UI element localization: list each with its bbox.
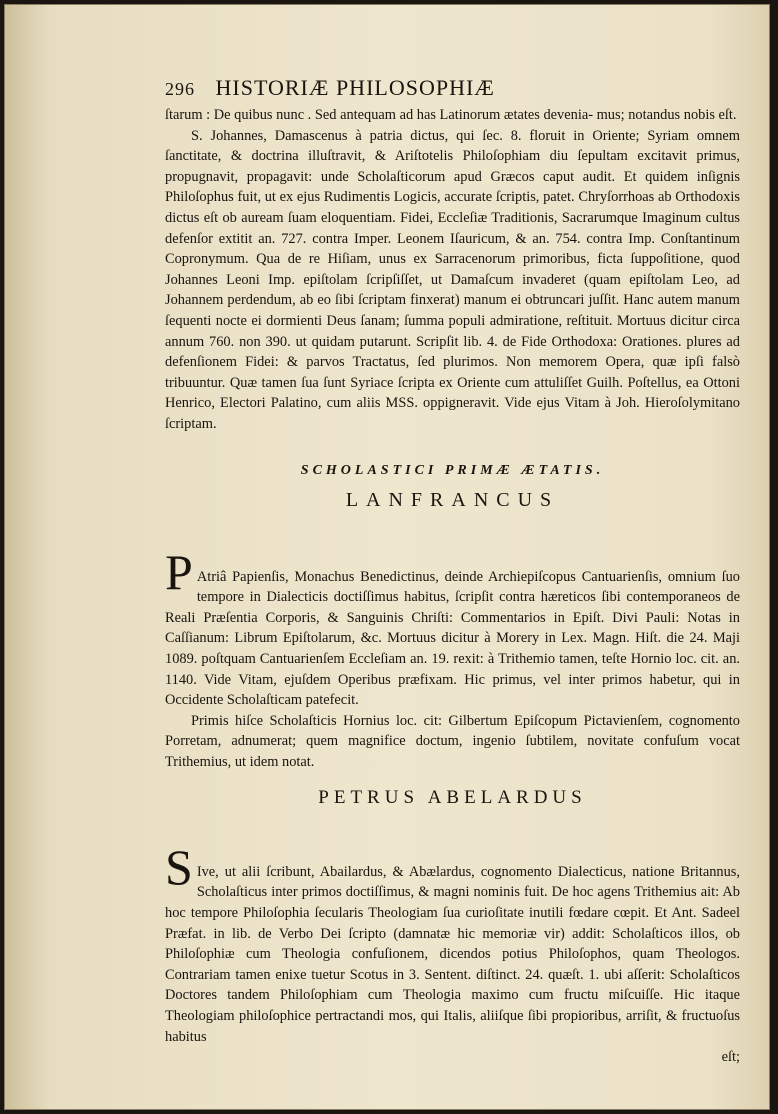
paragraph-abelardus	[165, 821, 740, 1048]
paragraph-damascenus: S. Johannes, Damascenus à patria dictus, qui ſec. 8. floruit in Oriente; Syriam omnem ſanctitate, & doctrina illuſtravit, & Ariſtotelis Philoſophiam diu ſepultam excitavit primus, propugnavit, propagavit: unde Scholaſticorum apud Græcos caput audit. Et quidem inſignis Philoſophus fuit, ut ex ejus Rudimentis Logicis, accurate ſcriptis, patet. Chryſorrhoas ab Orthodoxis dictus eſt ob auream ſuam eloquentiam. Fidei, Eccleſiæ Traditionis, Sacrarumque Imaginum cultus defenſor extitit an. 727. contra Imper. Leonem Iſauricum, & an. 754. contra Imp. Conſtantinum Copronymum. Qua de re Hiſiam, unus ex Sarracenorum primoribus, ficta ſuppoſitione, quod Johannes Leoni Imp. epiſtolam ſcripſiſſet, ut Damaſcum invaderet (quam epiſtolam Leo, ad Johannem perdendum, ab eo ſibi ſcriptam finxerat) manum ei obtruncari juſſit. Hanc autem manum ſequenti nocte ei dormienti Deus ſanam; ſumma populi admiratione, reſtituit. Mortuus dicitur circa annum 760. non 390. ut quidam putarunt. Scripſit lib. 4. de Fide Orthodoxa: Orationes. plures ad defenſionem Fidei: & parvos Tractatus, ſed plurimos. Non memorem Opera, quæ ipſi falsò tribuuntur. Quæ tamen ſua ſunt Syriace ſcripta ex Oriente cum attuliſſet Guilh. Poſtellus, ea Ottoni Henrico, Electori Palatino, cum aliis MSS. oppigneravit. Vide ejus Vitam à Joh. Hieroſolymitano ſcriptam.	[165, 127, 740, 432]
drop-cap-p: P	[165, 544, 193, 601]
catchword: eſt;	[721, 1049, 740, 1066]
drop-cap-s: S	[165, 839, 193, 896]
book-page	[4, 4, 770, 1110]
running-title: HISTORIÆ PHILOSOPHIÆ	[215, 75, 495, 100]
page-number: 296	[165, 79, 195, 99]
paragraph-gilbertus: Primis hiſce Scholaſticis Hornius loc. cit: Gilbertum Epiſcopum Pictavienſem, cognomento Porretam, adnumerat; quem magnifice doctum, ingenio ſubtilem, novitate confuſum vocat Trithemius, ut idem notat.	[165, 712, 740, 771]
section-title: SCHOLASTICI PRIMÆ ÆTATIS.	[300, 462, 605, 478]
paragraph-lanfrancus-text: Atriâ Papienſis, Monachus Benedictinus, deinde Archiepiſcopus Cantuarienſis, omnium ſuo tempore in Dialecticis doctiſſimus habitus, ſcripſit contra hæreticos ſibi contemporaneos de Reali Præſentia Corporis, & Sanguinis Chriſti: Commentarios in Epiſt. Divi Pauli: Notas in Caſſianum: Librum Epiſtolarum, &c. Mortuus dicitur à Morery in Lex. Magn. Hiſt. die 24. Maji 1089. poſtquam Cantuarienſem Eccleſiam an. 19. rexit: à Trithemio tamen, teſte Hornio loc. cit. an. 1140. Vide Vitam, ejuſdem Operibus præfixam. Hic primus, vel inter primos habetur, qui in Occidente Scholaſticam patefecit.	[165, 568, 740, 709]
paragraph-abelardus-text: Ive, ut alii ſcribunt, Abailardus, & Abælardus, cognomento Dialecticus, natione Britannus, Scholaſticus inter primos doctiſſimus, & magni nominis fuit. De hoc agens Trithemius ait: Ab hoc tempore Philoſophia ſecularis Theologiam ſua curioſitate inutili fœdare cœpit. Et Ant. Sadeel Præfat. in lib. de Verbo Dei ſcripto (damnatæ hic memoriæ vir) addit: Scholaſticos illos, ob Philoſophiæ cum Theologia confuſionem, dicendos potius Philoſophos, quam Theologos. Contrariam tamen enixe tuetur Scotus in 3. Sentent. diſtinct. 24. quæſt. 1. ubi aſſerit: Scholaſticos Doctores tandem Philoſophiam cum Theologia maximo cum fructu miſcuiſſe. Hic itaque Theologiam philoſophice pertractandi mos, qui Italis, aliiſque ſibi propioribus, arriſit, & fructuoſus habitus	[165, 863, 740, 1045]
heading-abelardus: PETRUS ABELARDUS	[318, 786, 587, 808]
paragraph-lanfrancus	[165, 526, 740, 711]
text-block	[165, 75, 740, 1067]
page-header	[165, 75, 740, 105]
paragraph-intro: ſtarum : De quibus nunc . Sed antequam ad has Latinorum ætates devenia- mus; notandus nobis eſt.	[165, 107, 737, 123]
heading-lanfrancus: LANFRANCUS	[345, 488, 560, 511]
